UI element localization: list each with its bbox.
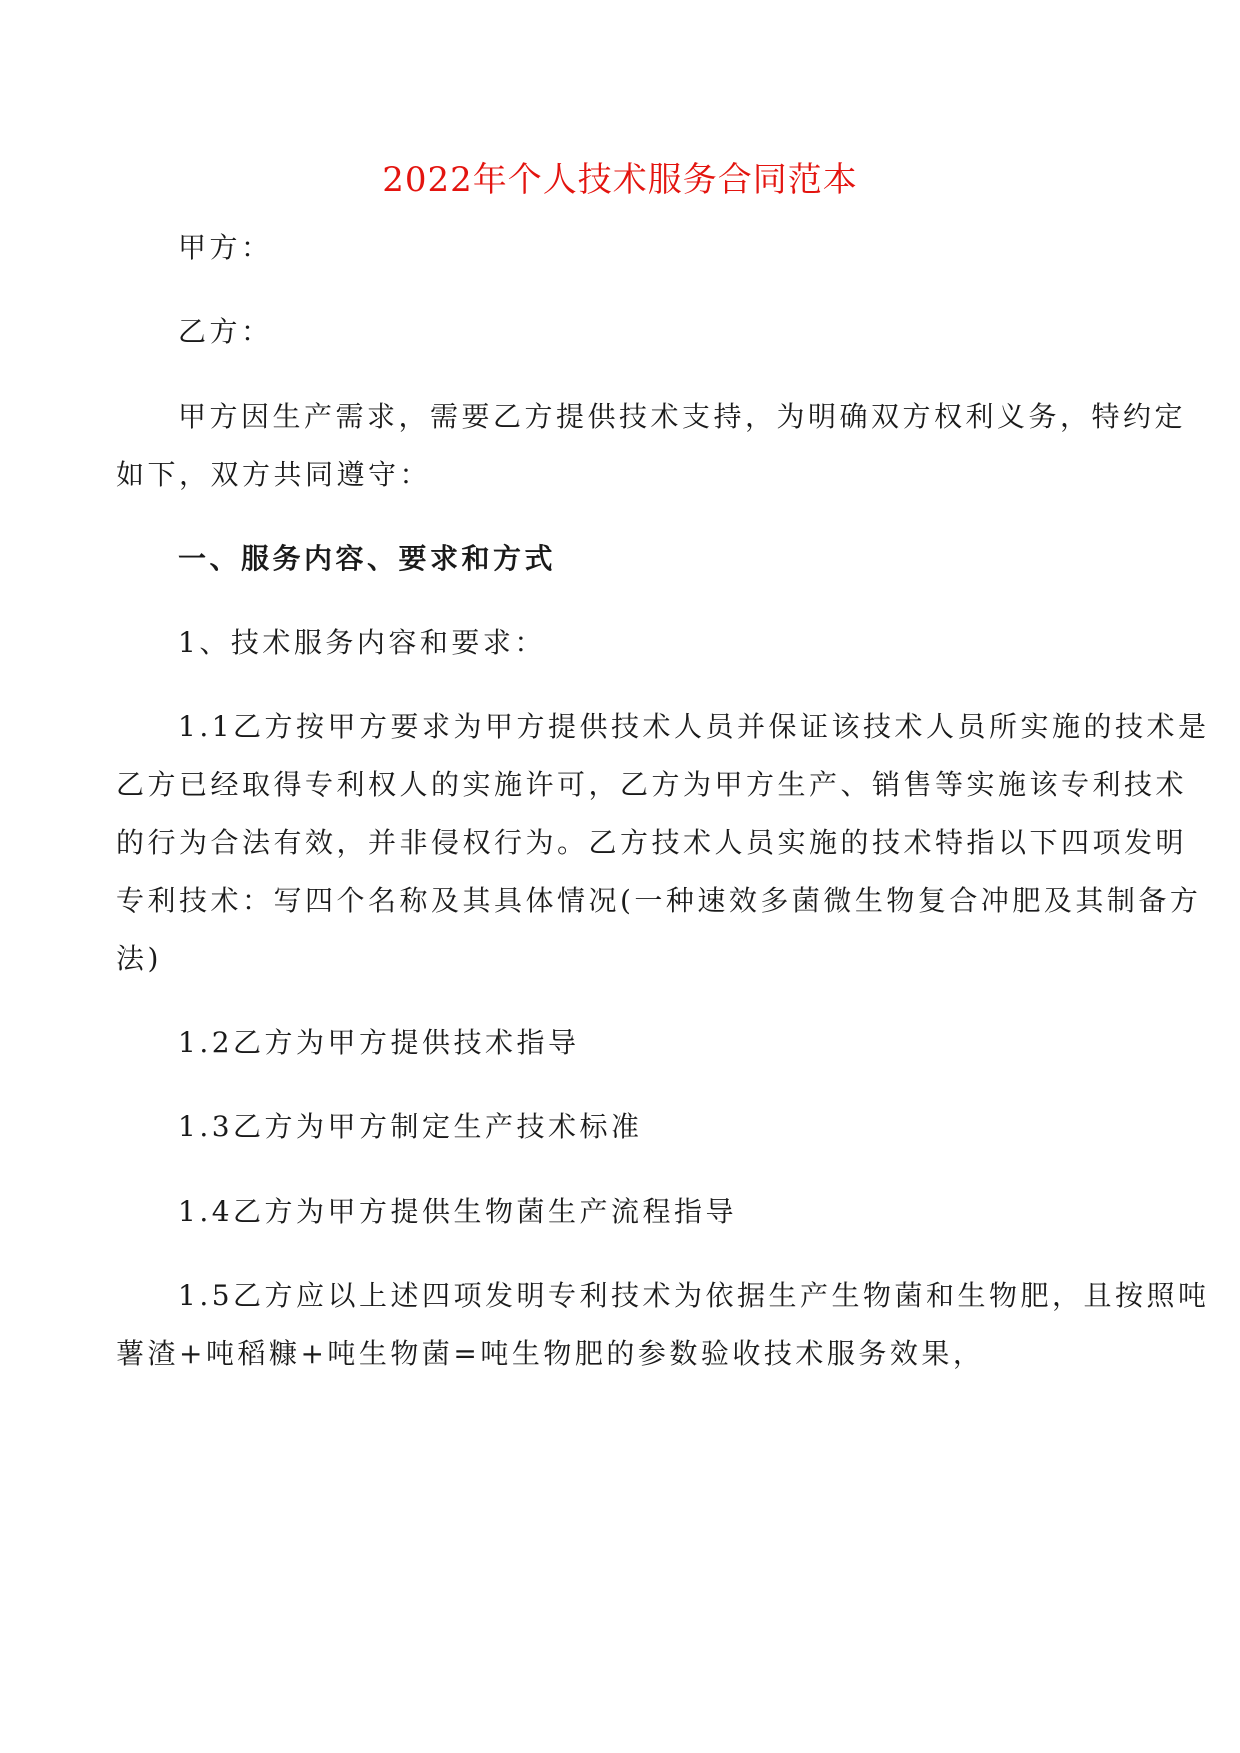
item-1-3: 1.3乙方为甲方制定生产技术标准 [178,1110,643,1143]
item-1-5-line-2: 薯渣+吨稻糠+吨生物菌=吨生物肥的参数验收技术服务效果， [116,1337,985,1370]
item-1-heading: 1、技术服务内容和要求： [178,626,546,659]
intro-line-1: 甲方因生产需求，需要乙方提供技术支持，为明确双方权利义务，特约定 [178,400,1187,433]
section-1-heading: 一、服务内容、要求和方式 [178,542,557,575]
item-1-1-line-5: 法) [116,942,162,975]
item-1-5-line-1: 1.5乙方应以上述四项发明专利技术为依据生产生物菌和生物肥，且按照吨 [178,1279,1210,1312]
item-1-2: 1.2乙方为甲方提供技术指导 [178,1026,580,1059]
item-1-1-line-4: 专利技术：写四个名称及其具体情况(一种速效多菌微生物复合冲肥及其制备方 [116,884,1202,917]
item-1-4: 1.4乙方为甲方提供生物菌生产流程指导 [178,1195,738,1228]
party-a-label: 甲方： [178,231,273,264]
item-1-1-line-2: 乙方已经取得专利权人的实施许可，乙方为甲方生产、销售等实施该专利技术 [116,768,1188,801]
party-b-label: 乙方： [178,315,273,348]
intro-line-2: 如下，双方共同遵守： [116,458,432,491]
item-1-1-line-3: 的行为合法有效，并非侵权行为。乙方技术人员实施的技术特指以下四项发明 [116,826,1188,859]
item-1-1-line-1: 1.1乙方按甲方要求为甲方提供技术人员并保证该技术人员所实施的技术是 [178,710,1210,743]
document-title: 2022年个人技术服务合同范本 [382,160,858,200]
